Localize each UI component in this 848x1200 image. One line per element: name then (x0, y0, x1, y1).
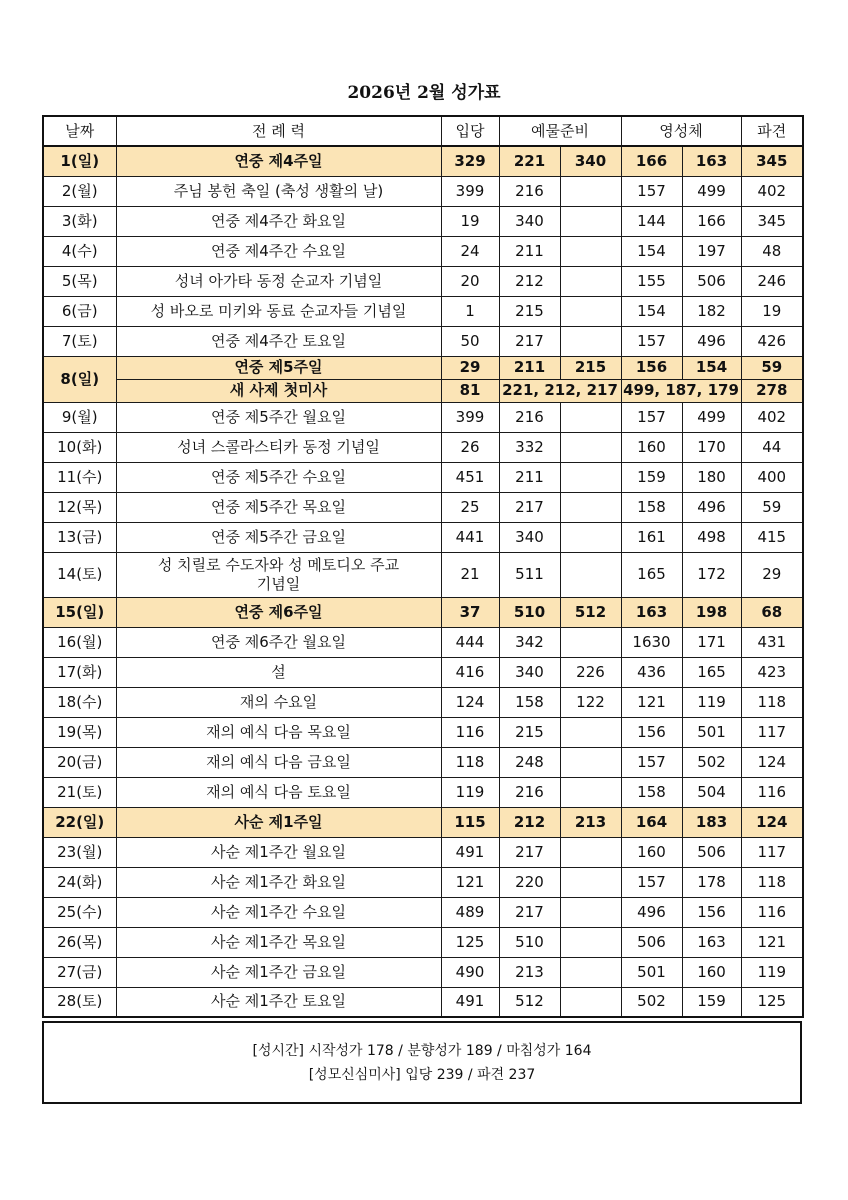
offertory-cell: 340 (499, 206, 560, 236)
liturgy-cell: 사순 제1주간 수요일 (116, 897, 441, 927)
offertory-cell (560, 462, 621, 492)
offertory-cell: 215 (560, 356, 621, 379)
date-cell: 10(화) (43, 432, 116, 462)
communion-cell: 182 (682, 296, 741, 326)
communion-cell: 178 (682, 867, 741, 897)
offertory-cell (560, 236, 621, 266)
dismissal-cell: 345 (741, 146, 803, 176)
communion-cell: 163 (682, 146, 741, 176)
footer-holy-hour: [성시간] 시작성가 178 / 분향성가 189 / 마침성가 164 (252, 1043, 592, 1059)
offertory-cell: 248 (499, 747, 560, 777)
dismissal-cell: 121 (741, 927, 803, 957)
dismissal-cell: 117 (741, 837, 803, 867)
liturgy-cell: 연중 제6주일 (116, 597, 441, 627)
entrance-cell: 399 (441, 176, 499, 206)
offertory-cell (560, 176, 621, 206)
dismissal-cell: 59 (741, 356, 803, 379)
offertory-cell (560, 867, 621, 897)
liturgy-cell: 새 사제 첫미사 (116, 379, 441, 402)
offertory-cell (560, 552, 621, 597)
communion-cell: 180 (682, 462, 741, 492)
dismissal-cell: 119 (741, 957, 803, 987)
table-row (43, 957, 803, 987)
offertory-cell: 217 (499, 897, 560, 927)
table-row (43, 492, 803, 522)
entrance-cell: 20 (441, 266, 499, 296)
offertory-cell (560, 777, 621, 807)
table-row (43, 927, 803, 957)
communion-cell: 172 (682, 552, 741, 597)
offertory-cell: 512 (560, 597, 621, 627)
dismissal-cell: 44 (741, 432, 803, 462)
communion-cell: 502 (621, 987, 682, 1017)
liturgy-cell: 재의 예식 다음 금요일 (116, 747, 441, 777)
dismissal-cell: 402 (741, 402, 803, 432)
communion-cell: 119 (682, 687, 741, 717)
liturgy-cell: 사순 제1주간 금요일 (116, 957, 441, 987)
communion-cell: 165 (621, 552, 682, 597)
entrance-cell: 444 (441, 627, 499, 657)
entrance-cell: 329 (441, 146, 499, 176)
date-cell: 18(수) (43, 687, 116, 717)
entrance-cell: 37 (441, 597, 499, 627)
liturgy-cell: 연중 제4주일 (116, 146, 441, 176)
dismissal-cell: 117 (741, 717, 803, 747)
entrance-cell: 115 (441, 807, 499, 837)
offertory-cell: 342 (499, 627, 560, 657)
dismissal-cell: 118 (741, 687, 803, 717)
table-row (43, 266, 803, 296)
date-cell: 24(화) (43, 867, 116, 897)
entrance-cell: 125 (441, 927, 499, 957)
table-row (43, 687, 803, 717)
table-row (43, 432, 803, 462)
date-cell: 16(월) (43, 627, 116, 657)
dismissal-cell: 415 (741, 522, 803, 552)
offertory-cell (560, 492, 621, 522)
offertory-cell (560, 627, 621, 657)
table-row (43, 597, 803, 627)
dismissal-cell: 116 (741, 777, 803, 807)
table-row (43, 552, 803, 597)
offertory-cell: 221 (499, 146, 560, 176)
entrance-cell: 491 (441, 837, 499, 867)
entrance-cell: 19 (441, 206, 499, 236)
entrance-cell: 26 (441, 432, 499, 462)
liturgy-cell: 사순 제1주간 목요일 (116, 927, 441, 957)
communion-cell: 496 (682, 326, 741, 356)
date-cell: 11(수) (43, 462, 116, 492)
offertory-cell (560, 402, 621, 432)
liturgy-cell: 성녀 아가타 동정 순교자 기념일 (116, 266, 441, 296)
date-cell: 27(금) (43, 957, 116, 987)
date-cell: 20(금) (43, 747, 116, 777)
liturgy-cell (116, 552, 441, 597)
offertory-cell: 212 (499, 807, 560, 837)
communion-cell: 154 (682, 356, 741, 379)
entrance-cell: 25 (441, 492, 499, 522)
offertory-cell: 510 (499, 927, 560, 957)
offertory-cell: 217 (499, 326, 560, 356)
communion-cell: 496 (682, 492, 741, 522)
date-cell: 5(목) (43, 266, 116, 296)
table-row (43, 206, 803, 236)
communion-cell: 166 (621, 146, 682, 176)
communion-cell: 499 (682, 176, 741, 206)
date-cell: 22(일) (43, 807, 116, 837)
offertory-cell (560, 326, 621, 356)
communion-cell: 506 (682, 837, 741, 867)
liturgy-cell: 연중 제4주간 수요일 (116, 236, 441, 266)
offertory-cell (560, 296, 621, 326)
page-title: 2026년 2월 성가표 (347, 83, 501, 103)
communion-cell: 160 (682, 957, 741, 987)
liturgy-line: 성 치릴로 수도자와 성 메토디오 주교 (157, 555, 400, 574)
table-row (43, 657, 803, 687)
liturgy-cell: 설 (116, 657, 441, 687)
offertory-cell: 340 (560, 146, 621, 176)
entrance-cell: 441 (441, 522, 499, 552)
entrance-cell: 21 (441, 552, 499, 597)
offertory-cell: 216 (499, 777, 560, 807)
date-cell: 25(수) (43, 897, 116, 927)
header-communion: 영성체 (621, 116, 741, 146)
offertory-cell: 226 (560, 657, 621, 687)
table-row (43, 807, 803, 837)
offertory-cell: 211 (499, 236, 560, 266)
liturgy-cell: 연중 제5주간 목요일 (116, 492, 441, 522)
communion-cell: 157 (621, 326, 682, 356)
offertory-cell (560, 266, 621, 296)
header-offertory: 예물준비 (499, 116, 621, 146)
date-cell: 9(월) (43, 402, 116, 432)
entrance-cell: 489 (441, 897, 499, 927)
header-dismissal: 파견 (741, 116, 803, 146)
offertory-cell: 512 (499, 987, 560, 1017)
communion-cell: 506 (682, 266, 741, 296)
liturgy-cell: 연중 제5주간 금요일 (116, 522, 441, 552)
communion-cell: 157 (621, 747, 682, 777)
communion-cell: 183 (682, 807, 741, 837)
offertory-cell: 213 (560, 807, 621, 837)
table-row (43, 462, 803, 492)
table-row (43, 837, 803, 867)
dismissal-cell: 246 (741, 266, 803, 296)
offertory-cell: 217 (499, 492, 560, 522)
hymn-schedule-table (42, 115, 804, 1018)
table-row (43, 326, 803, 356)
entrance-cell: 81 (441, 379, 499, 402)
dismissal-cell: 402 (741, 176, 803, 206)
communion-cell: 498 (682, 522, 741, 552)
date-cell: 8(일) (43, 356, 116, 402)
communion-cell: 160 (621, 432, 682, 462)
date-cell: 21(토) (43, 777, 116, 807)
table-row (43, 176, 803, 206)
dismissal-cell: 48 (741, 236, 803, 266)
entrance-cell: 124 (441, 687, 499, 717)
communion-cell: 154 (621, 296, 682, 326)
offertory-cell: 216 (499, 402, 560, 432)
date-cell: 23(월) (43, 837, 116, 867)
communion-cell: 506 (621, 927, 682, 957)
table-row (43, 627, 803, 657)
communion-cell: 165 (682, 657, 741, 687)
offertory-cell: 213 (499, 957, 560, 987)
dismissal-cell: 19 (741, 296, 803, 326)
communion-cell: 161 (621, 522, 682, 552)
communion-cell: 171 (682, 627, 741, 657)
communion-cell: 499, 187, 179 (621, 379, 741, 402)
communion-cell: 170 (682, 432, 741, 462)
dismissal-cell: 278 (741, 379, 803, 402)
offertory-cell: 216 (499, 176, 560, 206)
communion-cell: 499 (682, 402, 741, 432)
entrance-cell: 451 (441, 462, 499, 492)
liturgy-cell: 사순 제1주일 (116, 807, 441, 837)
communion-cell: 198 (682, 597, 741, 627)
date-cell: 26(목) (43, 927, 116, 957)
dismissal-cell: 400 (741, 462, 803, 492)
entrance-cell: 50 (441, 326, 499, 356)
date-cell: 1(일) (43, 146, 116, 176)
liturgy-cell: 주님 봉헌 축일 (축성 생활의 날) (116, 176, 441, 206)
liturgy-cell: 성녀 스콜라스티카 동정 기념일 (116, 432, 441, 462)
offertory-cell (560, 432, 621, 462)
header-entrance: 입당 (441, 116, 499, 146)
offertory-cell: 211 (499, 462, 560, 492)
dismissal-cell: 345 (741, 206, 803, 236)
header-liturgy: 전 례 력 (116, 116, 441, 146)
date-cell: 2(월) (43, 176, 116, 206)
entrance-cell: 490 (441, 957, 499, 987)
offertory-cell: 158 (499, 687, 560, 717)
communion-cell: 501 (621, 957, 682, 987)
liturgy-cell: 연중 제4주간 토요일 (116, 326, 441, 356)
entrance-cell: 118 (441, 747, 499, 777)
date-cell: 28(토) (43, 987, 116, 1017)
communion-cell: 156 (682, 897, 741, 927)
entrance-cell: 416 (441, 657, 499, 687)
communion-cell: 1630 (621, 627, 682, 657)
offertory-cell (560, 522, 621, 552)
table-row (43, 777, 803, 807)
table-row (43, 747, 803, 777)
communion-cell: 159 (682, 987, 741, 1017)
liturgy-cell: 연중 제6주간 월요일 (116, 627, 441, 657)
table-row (43, 402, 803, 432)
communion-cell: 502 (682, 747, 741, 777)
date-cell: 15(일) (43, 597, 116, 627)
liturgy-cell: 재의 예식 다음 목요일 (116, 717, 441, 747)
offertory-cell (560, 987, 621, 1017)
header-row (43, 116, 803, 146)
communion-cell: 501 (682, 717, 741, 747)
liturgy-cell: 성 바오로 미키와 동료 순교자들 기념일 (116, 296, 441, 326)
communion-cell: 163 (621, 597, 682, 627)
communion-cell: 155 (621, 266, 682, 296)
table-row (43, 379, 803, 402)
communion-cell: 157 (621, 402, 682, 432)
dismissal-cell: 125 (741, 987, 803, 1017)
communion-cell: 496 (621, 897, 682, 927)
date-cell: 17(화) (43, 657, 116, 687)
date-cell: 19(목) (43, 717, 116, 747)
dismissal-cell: 118 (741, 867, 803, 897)
communion-cell: 158 (621, 492, 682, 522)
offertory-cell (560, 717, 621, 747)
liturgy-cell: 사순 제1주간 토요일 (116, 987, 441, 1017)
entrance-cell: 1 (441, 296, 499, 326)
table-row (43, 236, 803, 266)
offertory-cell: 221, 212, 217 (499, 379, 621, 402)
date-cell: 7(토) (43, 326, 116, 356)
table-row (43, 717, 803, 747)
communion-cell: 158 (621, 777, 682, 807)
offertory-cell: 340 (499, 657, 560, 687)
footer-marian-mass: [성모신심미사] 입당 239 / 파견 237 (308, 1067, 536, 1083)
table-row (43, 897, 803, 927)
date-cell: 4(수) (43, 236, 116, 266)
date-cell: 13(금) (43, 522, 116, 552)
table-row (43, 987, 803, 1017)
offertory-cell: 215 (499, 717, 560, 747)
offertory-cell: 217 (499, 837, 560, 867)
offertory-cell (560, 747, 621, 777)
communion-cell: 159 (621, 462, 682, 492)
communion-cell: 197 (682, 236, 741, 266)
communion-cell: 121 (621, 687, 682, 717)
date-cell: 3(화) (43, 206, 116, 236)
offertory-cell: 212 (499, 266, 560, 296)
date-cell: 6(금) (43, 296, 116, 326)
liturgy-cell: 재의 예식 다음 토요일 (116, 777, 441, 807)
date-cell: 12(목) (43, 492, 116, 522)
liturgy-cell: 연중 제5주일 (116, 356, 441, 379)
table-row (43, 356, 803, 379)
date-cell: 14(토) (43, 552, 116, 597)
dismissal-cell: 423 (741, 657, 803, 687)
table-row (43, 867, 803, 897)
liturgy-cell: 연중 제5주간 수요일 (116, 462, 441, 492)
table-row (43, 296, 803, 326)
communion-cell: 157 (621, 867, 682, 897)
entrance-cell: 29 (441, 356, 499, 379)
offertory-cell (560, 927, 621, 957)
liturgy-cell: 사순 제1주간 월요일 (116, 837, 441, 867)
offertory-cell (560, 206, 621, 236)
communion-cell: 156 (621, 356, 682, 379)
entrance-cell: 121 (441, 867, 499, 897)
communion-cell: 164 (621, 807, 682, 837)
header-date: 날짜 (43, 116, 116, 146)
offertory-cell: 332 (499, 432, 560, 462)
communion-cell: 144 (621, 206, 682, 236)
communion-cell: 504 (682, 777, 741, 807)
offertory-cell (560, 897, 621, 927)
offertory-cell (560, 957, 621, 987)
offertory-cell (560, 837, 621, 867)
offertory-cell: 215 (499, 296, 560, 326)
liturgy-cell: 사순 제1주간 화요일 (116, 867, 441, 897)
communion-cell: 156 (621, 717, 682, 747)
entrance-cell: 399 (441, 402, 499, 432)
offertory-cell: 511 (499, 552, 560, 597)
dismissal-cell: 116 (741, 897, 803, 927)
dismissal-cell: 426 (741, 326, 803, 356)
dismissal-cell: 59 (741, 492, 803, 522)
footer-notes (42, 1021, 802, 1104)
dismissal-cell: 68 (741, 597, 803, 627)
table-row (43, 522, 803, 552)
entrance-cell: 119 (441, 777, 499, 807)
offertory-cell: 510 (499, 597, 560, 627)
dismissal-cell: 431 (741, 627, 803, 657)
entrance-cell: 24 (441, 236, 499, 266)
communion-cell: 160 (621, 837, 682, 867)
communion-cell: 166 (682, 206, 741, 236)
dismissal-cell: 29 (741, 552, 803, 597)
offertory-cell: 211 (499, 356, 560, 379)
dismissal-cell: 124 (741, 747, 803, 777)
entrance-cell: 491 (441, 987, 499, 1017)
liturgy-cell: 재의 수요일 (116, 687, 441, 717)
dismissal-cell: 124 (741, 807, 803, 837)
offertory-cell: 340 (499, 522, 560, 552)
offertory-cell: 122 (560, 687, 621, 717)
table-row (43, 146, 803, 176)
communion-cell: 157 (621, 176, 682, 206)
liturgy-line: 기념일 (256, 574, 301, 593)
communion-cell: 154 (621, 236, 682, 266)
communion-cell: 163 (682, 927, 741, 957)
liturgy-cell: 연중 제5주간 월요일 (116, 402, 441, 432)
offertory-cell: 220 (499, 867, 560, 897)
entrance-cell: 116 (441, 717, 499, 747)
communion-cell: 436 (621, 657, 682, 687)
liturgy-cell: 연중 제4주간 화요일 (116, 206, 441, 236)
